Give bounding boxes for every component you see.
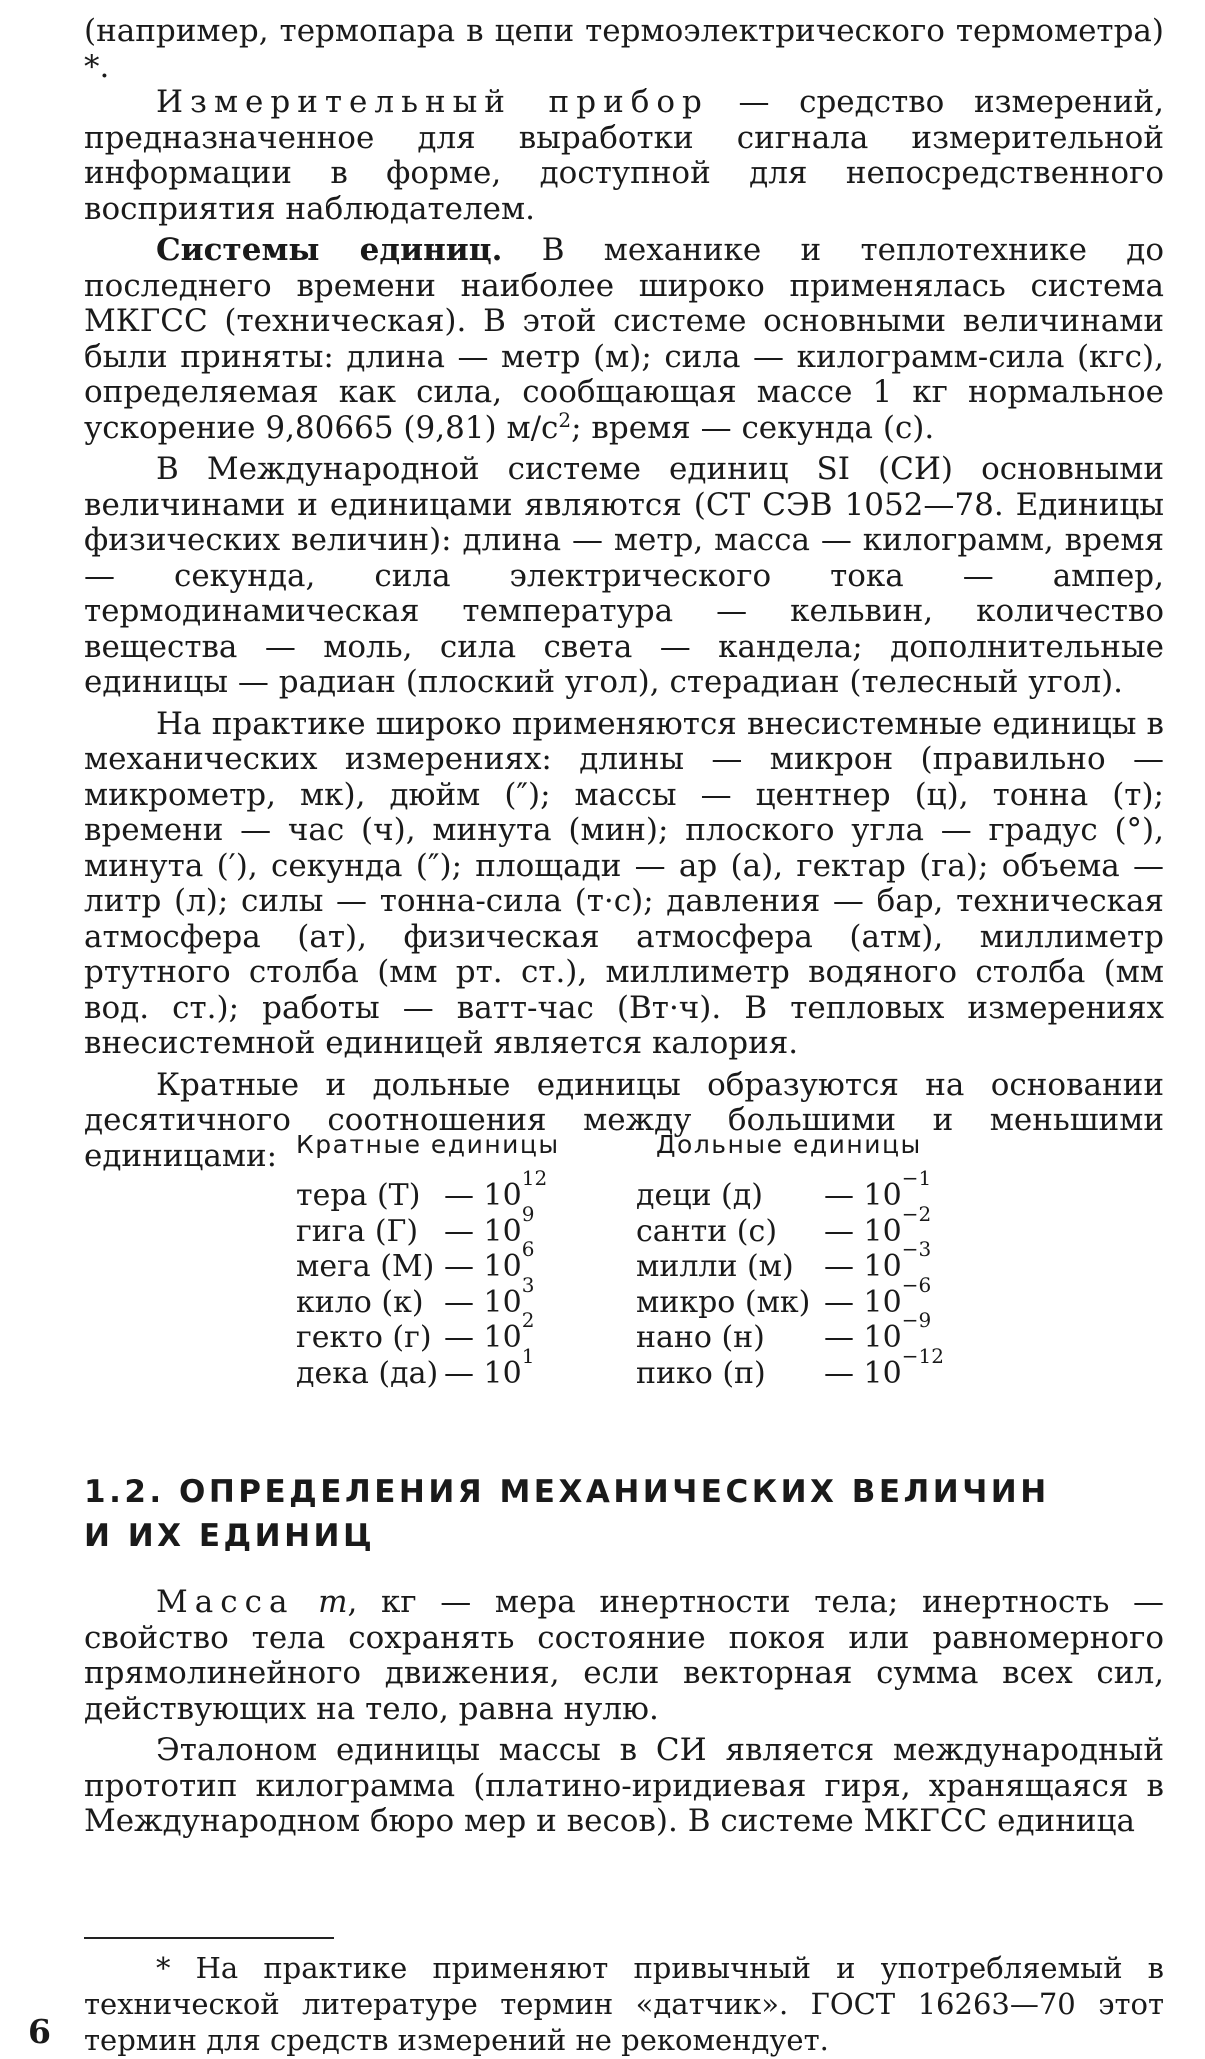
prefix-row: тера (Т) — 10 12 xyxy=(296,1166,548,1213)
paragraph-unit-systems: Системы единиц. В механике и теплотехнике до последнего времени наиболее широко применялась система МКГСС (техническая). В этой системе основными величинами были приняты: длина — метр (м); сила — килограмм-сила (кгс), определяемая как сила, сообщающая массе 1 кг нормальное ускорение 9,80665 (9,81) $м/с^2$; время — секунда (с). xyxy=(84,232,1165,446)
prefix-row: нано (н) — 10 −9 xyxy=(636,1308,932,1355)
prefix-row: пико (п) — 10 −12 xyxy=(636,1343,944,1391)
prefix-row: гекто (г) — 10 2 xyxy=(296,1308,535,1355)
prefix-row: милли (м) — 10 −3 xyxy=(636,1237,932,1284)
submultiple-units-header: Дольные единицы xyxy=(656,1130,922,1159)
paragraph-mass: Масса m, кг — мера инертности тела; инертность — свойство тела сохранять состояние покоя или равномерного прямолинейного движения, если векторная сумма всех сил, действующих на тело, равна нулю. xyxy=(84,1584,1164,1727)
submultiple-units-list xyxy=(636,1166,944,1391)
prefix-row: гига (Г) — 10 9 xyxy=(296,1201,535,1249)
paragraph-mass-standard: Эталоном единицы массы в СИ является международный прототип килограмма (платино-иридиевая гиря, хранящаяся в Международном бюро мер и весов). В системе МКГСС единица xyxy=(84,1732,1164,1839)
page-number: 6 xyxy=(28,2012,51,2051)
paragraph-continuation: (например, термопара в цепи термоэлектрического термометра) *. xyxy=(84,13,1164,85)
section-heading xyxy=(84,1470,1084,1558)
prefix-row: кило (к) — 10 3 xyxy=(296,1272,535,1320)
main-text-lower xyxy=(84,1585,1164,1840)
paragraph-measuring-instrument: Измерительный прибор — средство измерений, предназначенное для выработки сигнала измерительной информации в форме, доступной для непосредственного восприятия наблюдателем. xyxy=(84,84,1164,227)
multiple-units-header: Кратные единицы xyxy=(296,1130,560,1159)
section-lead-unit-systems: Системы единиц. xyxy=(156,232,503,268)
term-measuring-instrument: Измерительный прибор xyxy=(156,84,709,120)
prefix-row: мега (М) — 10 6 xyxy=(296,1237,535,1284)
symbol-mass: m xyxy=(318,1584,348,1620)
prefix-row: санти (с) — 10 −2 xyxy=(636,1201,932,1249)
footnote xyxy=(84,1950,1164,2058)
footnote-text: * На практике применяют привычный и употребляемый в технической литературе термин «датчик». ГОСТ 16263—70 этот термин для средств измерений не рекомендует. xyxy=(84,1951,1164,2057)
prefix-row: дека (да) — 10 1 xyxy=(296,1343,535,1391)
prefix-row: деци (д) — 10 −1 xyxy=(636,1166,932,1213)
footnote-divider xyxy=(84,1937,334,1939)
term-mass: Масса xyxy=(156,1584,295,1620)
section-heading-line-1: 1.2. ОПРЕДЕЛЕНИЯ МЕХАНИЧЕСКИХ ВЕЛИЧИН xyxy=(84,1474,1050,1510)
paragraph-si-system: В Международной системе единиц SI (СИ) основными величинами и единицами являются (СТ СЭВ 1052—78. Единицы физических величин): длина — метр, масса — килограмм, время — секунда, сила электрического тока — ампер, термодинамическая температура — кельвин, количество вещества — моль, сила света — кандела; дополнительные единицы — радиан (плоский угол), стерадиан (телесный угол). xyxy=(84,451,1164,700)
prefix-row: микро (мк) — 10 −6 xyxy=(636,1272,932,1320)
paragraph-multiples-intro: Кратные и дольные единицы образуются на основании десятичного соотношения между большими и меньшими единицами: xyxy=(84,1066,1164,1174)
section-heading-line-2: И ИХ ЕДИНИЦ xyxy=(84,1518,376,1554)
main-text-upper xyxy=(84,14,1164,1174)
paragraph-non-system-units: На практике широко применяются внесистемные единицы в механических измерениях: длины — микрон (правильно — микрометр, мк), дюйм (″); массы — центнер (ц), тонна (т); времени — час (ч), минута (мин); плоского угла — градус (°), минута (′), секунда (″); площади — ар (а), гектар (га); объема — литр (л); силы — тонна-сила (т·с); давления — бар, техническая атмосфера (ат), физическая атмосфера (атм), миллиметр ртутного столба (мм рт. ст.), миллиметр водяного столба (мм вод. ст.); работы — ватт-час (Вт·ч). В тепловых измерениях внесистемной единицей является калория. xyxy=(84,705,1164,1061)
multiple-units-list xyxy=(296,1166,548,1391)
